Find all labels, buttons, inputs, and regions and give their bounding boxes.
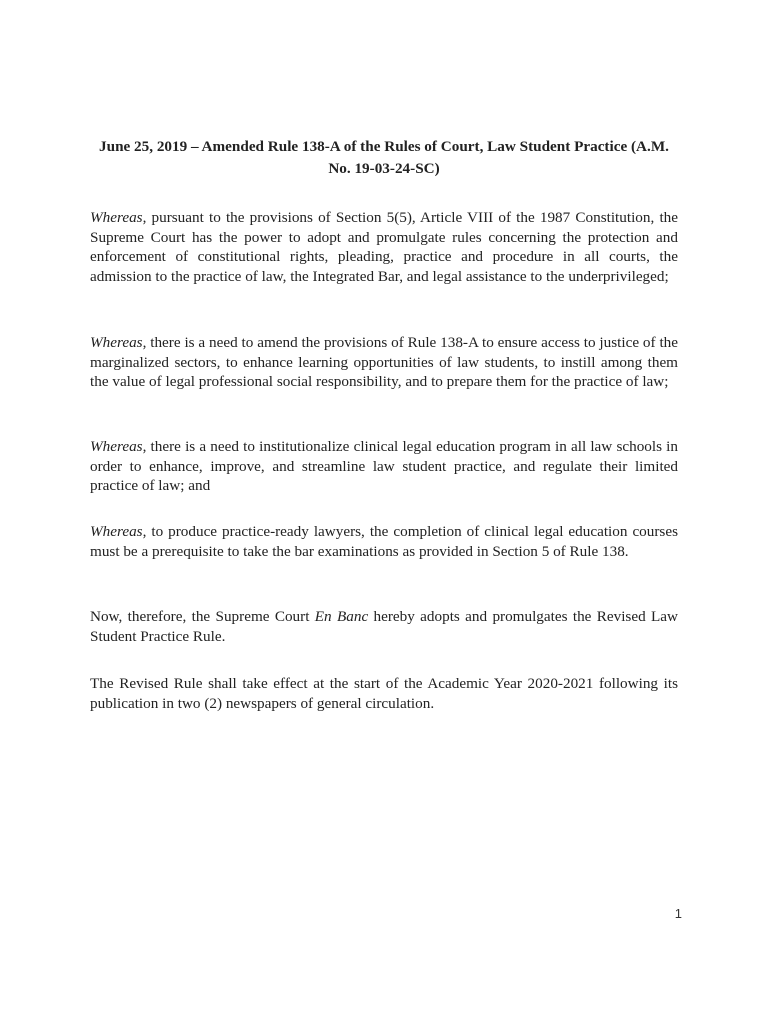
whereas-paragraph-4 — [90, 522, 678, 561]
whereas-lead: Whereas — [90, 438, 143, 455]
page-number: 1 — [674, 906, 682, 921]
whereas-lead: Whereas — [90, 334, 143, 351]
paragraph-text: , to produce practice-ready lawyers, the completion of clinical legal education courses must be a prerequisite to take the bar examinations as provided in Section 5 of Rule 138. — [90, 523, 678, 560]
paragraph-text: , pursuant to the provisions of Section 5(5), Article VIII of the 1987 Constitution, the Supreme Court has the power to adopt and promulgate rules concerning the protection and enforcement of constitutional rights, pleading, practice and procedure in all courts, the admission to the practice of law, the Integrated Bar, and legal assistance to the underprivileged; — [90, 209, 678, 285]
paragraph-text: , there is a need to institutionalize clinical legal education program in all law schools in order to enhance, improve, and streamline law student practice, and regulate their limited practice of law; and — [90, 438, 678, 494]
paragraph-text: , there is a need to amend the provisions of Rule 138-A to ensure access to justice of the marginalized sectors, to enhance learning opportunities of law students, to instill among them the value of legal professional social responsibility, and to prepare them for the practice of law; — [90, 334, 678, 390]
whereas-paragraph-1 — [90, 208, 678, 286]
effectivity-paragraph: The Revised Rule shall take effect at the start of the Academic Year 2020-2021 following its publication in two (2) newspapers of general circulation. — [90, 675, 678, 712]
now-therefore-paragraph — [90, 607, 678, 646]
document-title: June 25, 2019 – Amended Rule 138-A of the Rules of Court, Law Student Practice (A.M. No. 19-03-24-SC) — [99, 138, 669, 177]
whereas-paragraph-3 — [90, 437, 678, 496]
whereas-paragraph-2 — [90, 333, 678, 392]
paragraph-text: Now, therefore, the Supreme Court — [90, 608, 315, 625]
en-banc-emphasis: En Banc — [314, 608, 369, 625]
whereas-lead: Whereas — [90, 209, 143, 226]
paragraph-text: hereby adopts and promulgates the Revised Law Student Practice Rule. — [90, 608, 678, 645]
whereas-lead: Whereas — [90, 523, 143, 540]
